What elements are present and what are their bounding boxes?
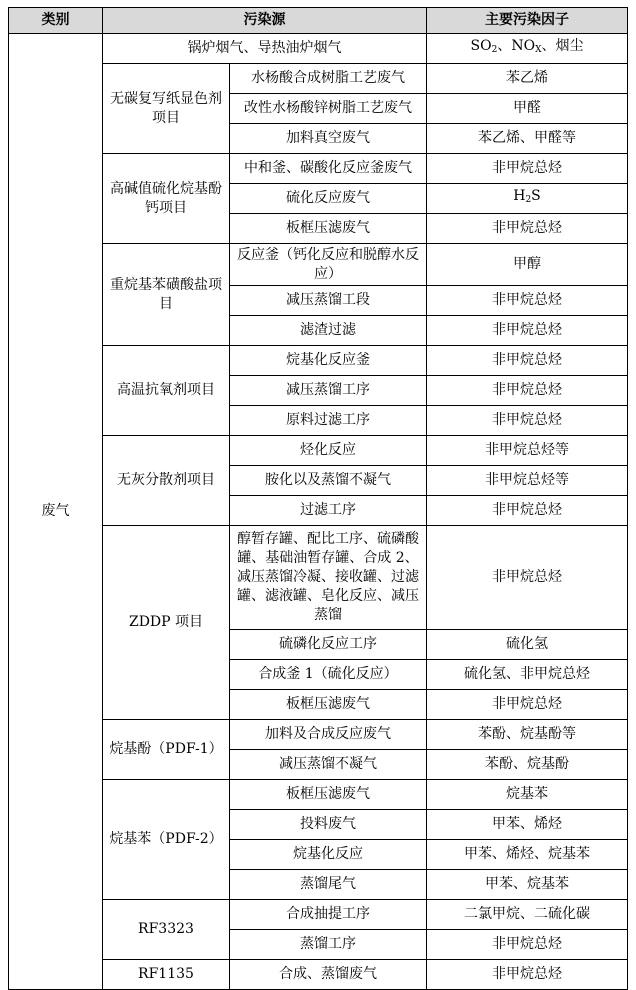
header-category: 类别 xyxy=(9,8,103,34)
factor-cell: 非甲烷总烃 xyxy=(427,214,628,244)
project-cell: 高碱值硫化烷基酚钙项目 xyxy=(103,154,230,244)
factor-cell: 甲醇 xyxy=(427,244,628,286)
factor-cell: 甲苯、烯烃、烷基苯 xyxy=(427,840,628,870)
project-cell: 重烷基苯磺酸盐项目 xyxy=(103,244,230,346)
source-cell: 加料真空废气 xyxy=(230,124,427,154)
source-cell: 合成釜 1（硫化反应） xyxy=(230,660,427,690)
source-cell: 减压蒸馏工段 xyxy=(230,286,427,316)
factor-cell: 非甲烷总烃 xyxy=(427,376,628,406)
factor-cell: 非甲烷总烃等 xyxy=(427,436,628,466)
source-cell: 板框压滤废气 xyxy=(230,690,427,720)
factor-cell: 非甲烷总烃 xyxy=(427,960,628,990)
factor-cell: $H_2S$ xyxy=(427,184,628,214)
project-cell: 烷基酚（PDF-1） xyxy=(103,720,230,780)
category-cell: 废气 xyxy=(9,34,103,990)
source-cell: 水杨酸合成树脂工艺废气 xyxy=(230,64,427,94)
factor-cell: 非甲烷总烃 xyxy=(427,316,628,346)
project-cell: 高温抗氧剂项目 xyxy=(103,346,230,436)
source-cell: 滤渣过滤 xyxy=(230,316,427,346)
factor-cell: $SO_2$、$NO_X$、烟尘 xyxy=(427,34,628,64)
factor-cell: 非甲烷总烃 xyxy=(427,496,628,526)
source-cell: 硫化反应废气 xyxy=(230,184,427,214)
factor-cell: 硫化氢、非甲烷总烃 xyxy=(427,660,628,690)
project-cell: 无灰分散剂项目 xyxy=(103,436,230,526)
factor-cell: 非甲烷总烃等 xyxy=(427,466,628,496)
table-row xyxy=(9,34,628,64)
source-cell: 减压蒸馏工序 xyxy=(230,376,427,406)
factor-cell: 非甲烷总烃 xyxy=(427,526,628,630)
source-cell: 原料过滤工序 xyxy=(230,406,427,436)
source-cell: 加料及合成反应废气 xyxy=(230,720,427,750)
factor-cell: 硫化氢 xyxy=(427,630,628,660)
factor-cell: 苯酚、烷基酚 xyxy=(427,750,628,780)
project-cell: RF3323 xyxy=(103,900,230,960)
source-cell: 合成抽提工序 xyxy=(230,900,427,930)
header-factor: 主要污染因子 xyxy=(427,8,628,34)
source-cell: 板框压滤废气 xyxy=(230,780,427,810)
source-cell: 中和釜、碳酸化反应釜废气 xyxy=(230,154,427,184)
factor-cell: 甲醛 xyxy=(427,94,628,124)
factor-cell: 非甲烷总烃 xyxy=(427,346,628,376)
source-cell: 投料废气 xyxy=(230,810,427,840)
source-cell: 烃化反应 xyxy=(230,436,427,466)
source-cell: 减压蒸馏不凝气 xyxy=(230,750,427,780)
source-cell: 反应釜（钙化反应和脱醇水反应） xyxy=(230,244,427,286)
factor-cell: 非甲烷总烃 xyxy=(427,154,628,184)
factor-cell: 非甲烷总烃 xyxy=(427,286,628,316)
project-cell: 无碳复写纸显色剂项目 xyxy=(103,64,230,154)
project-cell: ZDDP 项目 xyxy=(103,526,230,720)
factor-cell: 苯乙烯 xyxy=(427,64,628,94)
project-cell: RF1135 xyxy=(103,960,230,990)
source-cell: 硫磷化反应工序 xyxy=(230,630,427,660)
source-cell: 蒸馏工序 xyxy=(230,930,427,960)
header-source: 污染源 xyxy=(103,8,427,34)
factor-cell: 甲苯、烷基苯 xyxy=(427,870,628,900)
source-cell: 胺化以及蒸馏不凝气 xyxy=(230,466,427,496)
factor-cell: 苯酚、烷基酚等 xyxy=(427,720,628,750)
factor-cell: 苯乙烯、甲醛等 xyxy=(427,124,628,154)
factor-cell: 非甲烷总烃 xyxy=(427,690,628,720)
factor-cell: 烷基苯 xyxy=(427,780,628,810)
factor-cell: 二氯甲烷、二硫化碳 xyxy=(427,900,628,930)
project-cell: 烷基苯（PDF-2） xyxy=(103,780,230,900)
source-cell: 过滤工序 xyxy=(230,496,427,526)
source-cell: 烷基化反应 xyxy=(230,840,427,870)
header-row xyxy=(9,8,628,34)
source-cell: 蒸馏尾气 xyxy=(230,870,427,900)
source-cell: 板框压滤废气 xyxy=(230,214,427,244)
pollutant-table xyxy=(8,7,628,990)
source-cell: 合成、蒸馏废气 xyxy=(230,960,427,990)
source-cell: 醇暂存罐、配比工序、硫磷酸罐、基础油暂存罐、合成 2、减压蒸馏冷凝、接收罐、过滤罐、滤液罐、皂化反应、减压蒸馏 xyxy=(230,526,427,630)
factor-cell: 甲苯、烯烃 xyxy=(427,810,628,840)
factor-cell: 非甲烷总烃 xyxy=(427,930,628,960)
factor-cell: 非甲烷总烃 xyxy=(427,406,628,436)
source-cell: 锅炉烟气、导热油炉烟气 xyxy=(103,34,427,64)
source-cell: 烷基化反应釜 xyxy=(230,346,427,376)
source-cell: 改性水杨酸锌树脂工艺废气 xyxy=(230,94,427,124)
